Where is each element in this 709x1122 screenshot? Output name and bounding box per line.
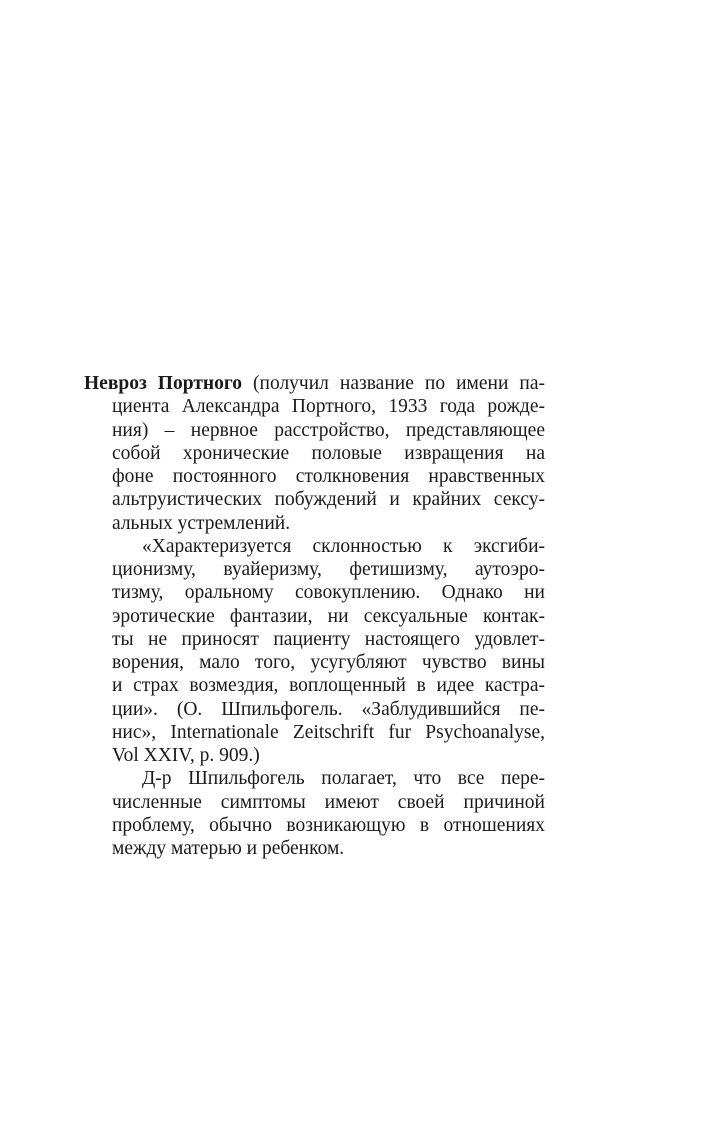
definition-line: альтруистических побуждений и крайних сексу- [112,489,545,511]
definition-line: фоне постоянного столкновения нравственных [112,466,545,487]
quote-line: ты не приносят пациенту настоящего удовлет- [112,628,545,650]
definition-line: собой хронические половые извращения на [112,442,545,464]
entry-line [84,372,545,395]
entry-term: Невроз Портного [84,373,242,394]
definition-line: альных устремлений. [112,512,291,534]
quote-line: эротические фантазии, ни сексуальные контак- [112,605,545,627]
closing-line: Д-р Шпильфогель полагает, что все пере- [142,768,545,790]
quote-line: ции». (О. Шпильфогель. «Заблудившийся пе- [112,698,545,720]
definition-line: циента Александра Портного, 1933 года рожде- [112,396,545,418]
definition-text: (получил название по имени па- [253,373,545,394]
closing-line: проблему, обычно возникающую в отношениях [112,814,545,836]
quote-line: Vol XXIV, p. 909.) [112,745,260,766]
quote-line: нис», Internationale Zeitschrift fur Psychoanalyse, [112,721,545,743]
quote-line: ворения, мало того, усугубляют чувство вины [112,652,545,673]
closing-line: численные симптомы имеют своей причиной [112,791,545,813]
quote-line: «Характеризуется склонностью к эксгиби- [142,535,545,557]
dictionary-entry [84,372,545,860]
definition-line: ния) – нервное расстройство, представляющее [112,419,545,441]
quote-line: ционизму, вуайеризму, фетишизму, аутоэро- [112,559,545,580]
quote-line: и страх возмездия, воплощенный в идее кастра- [112,675,545,697]
quote-line: тизму, оральному совокуплению. Однако ни [112,582,545,604]
closing-line: между матерью и ребенком. [112,838,345,859]
